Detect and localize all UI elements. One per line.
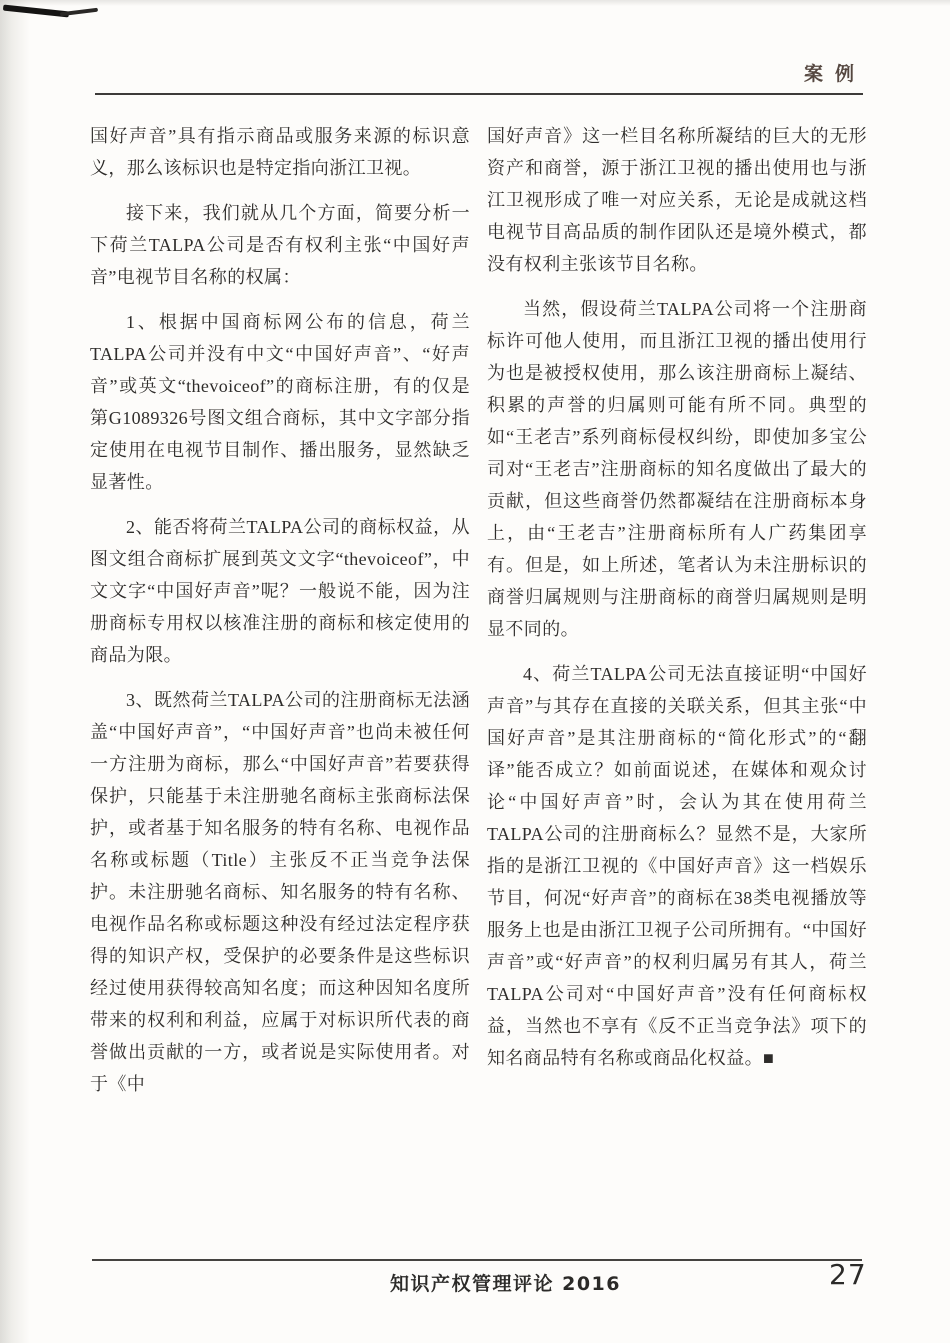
paragraph: 2、能否将荷兰TALPA公司的商标权益，从图文组合商标扩展到英文文字“thevoiceof”，中文文字“中国好声音”呢？一般说不能，因为注册商标专用权以核准注册的商标和核定使用的商品为限。 <box>90 517 470 665</box>
paragraph: 4、荷兰TALPA公司无法直接证明“中国好声音”与其存在直接的关联关系，但其主张“中国好声音”是其注册商标的“简化形式”的“翻译”能否成立？如前面说述，在媒体和观众讨论“中国好声音”时，会认为其在使用荷兰TALPA公司的注册商标么？显然不是，大家所指的是浙江卫视的《中国好声音》这一档娱乐节目，何况“好声音”的商标在38类电视播放等服务上也是由浙江卫视子公司所拥有。“中国好声音”或“好声音”的权利归属另有其人，荷兰TALPA公司对“中国好声音”没有任何商标权益，当然也不享有《反不正当竞争法》项下的知名商品特有名称或商品化权益。■ <box>487 664 867 1068</box>
paragraph: 国好声音”具有指示商品或服务来源的标识意义，那么该标识也是特定指向浙江卫视。 <box>90 126 470 178</box>
scan-artifact-mark <box>3 5 69 18</box>
scan-edge-shadow-top <box>0 0 950 6</box>
paragraph: 1、根据中国商标网公布的信息，荷兰TALPA公司并没有中文“中国好声音”、“好声音”或英文“thevoiceof”的商标注册，有的仅是第G1089326号图文组合商标，其中文字部分指定使用在电视节目制作、播出服务，显然缺乏显著性。 <box>90 312 470 492</box>
scan-artifact-mark <box>60 8 98 17</box>
right-text-column <box>487 120 867 1074</box>
paragraph: 3、既然荷兰TALPA公司的注册商标无法涵盖“中国好声音”，“中国好声音”也尚未被任何一方注册为商标，那么“中国好声音”若要获得保护，只能基于未注册驰名商标主张商标法保护，或者基于知名服务的特有名称、电视作品名称或标题（Title）主张反不正当竞争法保护。未注册驰名商标、知名服务的特有名称、电视作品名称或标题这种没有经过法定程序获得的知识产权，受保护的必要条件是这些标识经过使用获得较高知名度；而这种因知名度所带来的权利和利益，应属于对标识所代表的商誉做出贡献的一方，或者说是实际使用者。对于《中 <box>90 690 470 1094</box>
header-rule <box>95 93 863 95</box>
paragraph: 接下来，我们就从几个方面，简要分析一下荷兰TALPA公司是否有权利主张“中国好声音”电视节目名称的权属： <box>90 203 470 287</box>
footer-rule <box>92 1259 862 1261</box>
paragraph: 当然，假设荷兰TALPA公司将一个注册商标许可他人使用，而且浙江卫视的播出使用行为也是被授权使用，那么该注册商标上凝结、积累的声誉的归属则可能有所不同。典型的如“王老吉”系列商标侵权纠纷，即使加多宝公司对“王老吉”注册商标的知名度做出了最大的贡献，但这些商誉仍然都凝结在注册商标本身上，由“王老吉”注册商标所有人广药集团享有。但是，如上所述，笔者认为未注册标识的商誉归属规则与注册商标的商誉归属规则是明显不同的。 <box>487 299 867 639</box>
paragraph: 国好声音》这一栏目名称所凝结的巨大的无形资产和商誉，源于浙江卫视的播出使用也与浙江卫视形成了唯一对应关系，无论是成就这档电视节目高品质的制作团队还是境外模式，都没有权利主张该节目名称。 <box>487 126 867 274</box>
scan-edge-shadow-left <box>0 0 30 1343</box>
left-text-column <box>90 120 470 1100</box>
footer-journal-title: 知识产权管理评论 2016 <box>390 1273 621 1295</box>
footer-page-number: 27 <box>829 1258 867 1291</box>
section-label-case: 案例 <box>804 63 867 85</box>
